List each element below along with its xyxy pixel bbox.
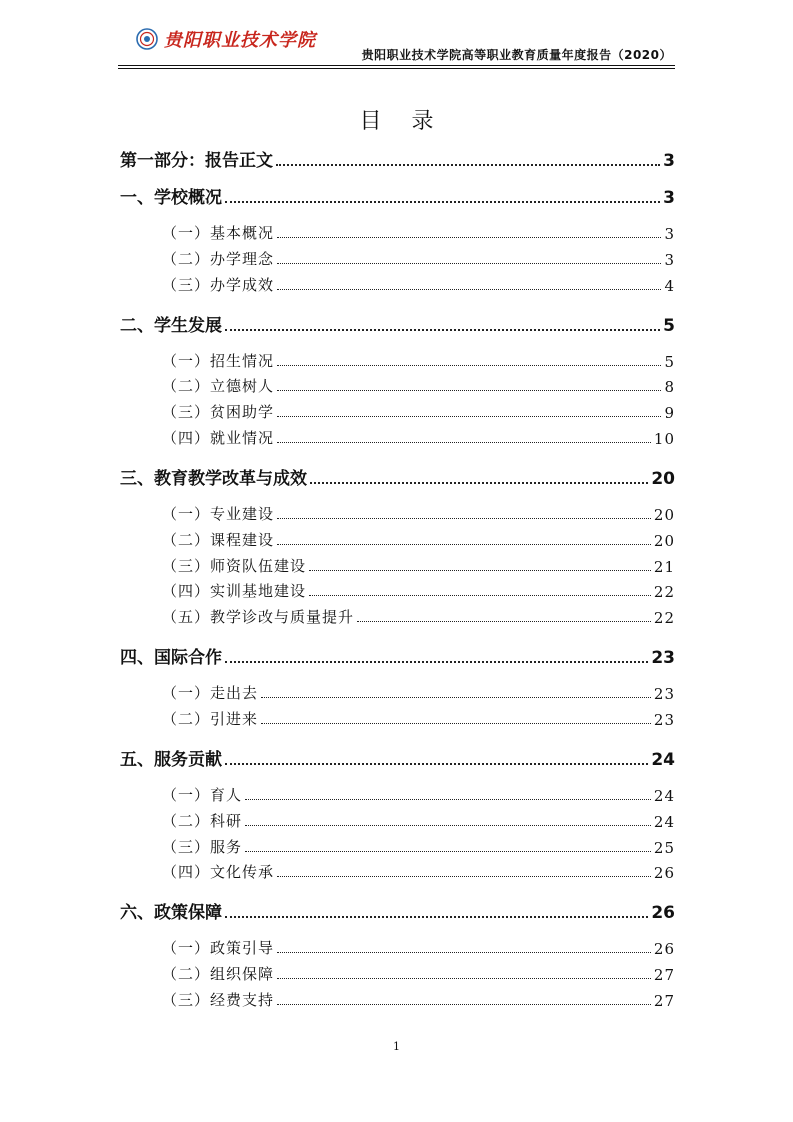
toc-entry-text: （二）科研	[162, 811, 243, 830]
toc-entry-page: 5	[664, 352, 675, 371]
toc-entry-page: 26	[653, 864, 675, 883]
toc-entry-text: 第一部分：报告正文	[120, 151, 273, 171]
dot-leader	[277, 365, 661, 366]
toc-title: 目录	[359, 109, 464, 134]
dot-leader	[309, 595, 651, 596]
school-seal-icon	[136, 28, 158, 50]
toc-entry[interactable]	[120, 861, 675, 882]
toc-entry-text: （三）贫困助学	[162, 403, 275, 422]
dot-leader	[225, 329, 660, 331]
toc-entry-page: 3	[664, 250, 675, 269]
toc-entry[interactable]	[120, 555, 675, 576]
toc-entry[interactable]	[120, 784, 675, 805]
dot-leader	[245, 799, 651, 800]
toc-entry-page: 3	[663, 151, 675, 171]
dot-leader	[277, 416, 661, 417]
toc-entry[interactable]	[120, 682, 675, 703]
dot-leader	[277, 442, 651, 443]
dot-leader	[310, 482, 648, 484]
dot-leader	[277, 390, 661, 391]
toc-entry-text: 四、国际合作	[120, 648, 222, 669]
dot-leader	[277, 518, 651, 519]
toc-entry-text: 五、服务贡献	[120, 750, 222, 770]
header-rule	[118, 65, 675, 66]
toc-entry-page: 27	[653, 992, 675, 1010]
toc-entry[interactable]	[120, 274, 675, 295]
toc-entry-text: （三）经费支持	[162, 991, 275, 1009]
toc-entry-page: 3	[663, 188, 675, 208]
dot-leader	[276, 164, 660, 166]
toc-entry-text: （四）就业情况	[162, 429, 275, 447]
toc-entry-text: （一）专业建设	[162, 505, 275, 523]
toc-entry-page: 25	[653, 838, 675, 857]
toc-entry-page: 23	[653, 685, 675, 704]
dot-leader	[245, 851, 651, 852]
toc-entry[interactable]	[120, 643, 675, 668]
toc-entry[interactable]	[120, 708, 675, 729]
school-logo	[136, 24, 316, 54]
toc-entry-text: （二）立德树人	[162, 377, 275, 396]
toc-entry-page: 22	[653, 609, 675, 628]
toc-entry-page: 10	[653, 430, 675, 448]
toc-entry-text: 六、政策保障	[120, 903, 222, 924]
toc-entry[interactable]	[120, 989, 675, 1010]
dot-leader	[261, 723, 651, 724]
dot-leader	[277, 952, 651, 953]
toc-entry-text: （一）招生情况	[162, 351, 275, 370]
toc-entry-text: 三、教育教学改革与成效	[120, 469, 307, 489]
toc-entry[interactable]	[120, 606, 675, 627]
dot-leader	[277, 263, 661, 264]
dot-leader	[277, 544, 651, 545]
toc-entry[interactable]	[120, 963, 675, 984]
toc-entry-page: 20	[653, 531, 675, 550]
toc-entry[interactable]	[120, 580, 675, 601]
toc-entry[interactable]	[120, 222, 675, 243]
dot-leader	[277, 978, 651, 979]
toc-entry[interactable]	[120, 401, 675, 422]
toc-entry[interactable]	[120, 503, 675, 524]
toc-entry-page: 26	[653, 940, 675, 959]
toc-entry-page: 27	[653, 966, 675, 985]
toc-entry-page: 22	[653, 583, 675, 602]
toc-entry[interactable]	[120, 146, 675, 171]
toc-entry[interactable]	[120, 529, 675, 550]
dot-leader	[225, 763, 648, 765]
toc-entry-page: 24	[651, 750, 675, 770]
toc-entry-page: 8	[664, 378, 675, 397]
toc-entry-text: 一、学校概况	[120, 188, 222, 208]
toc-entry-page: 26	[651, 903, 675, 924]
toc-entry-text: （四）实训基地建设	[162, 582, 307, 601]
toc-entry-page: 9	[664, 404, 675, 423]
toc-entry-text: （二）办学理念	[162, 249, 275, 268]
dot-leader	[245, 825, 651, 826]
toc-entry[interactable]	[120, 427, 675, 448]
toc-entry[interactable]	[120, 183, 675, 208]
toc-entry-text: （三）服务	[162, 837, 243, 856]
toc-entry[interactable]	[120, 745, 675, 770]
toc-entry[interactable]	[120, 375, 675, 396]
dot-leader	[277, 1004, 651, 1005]
dot-leader	[225, 201, 660, 203]
toc-entry-text: （三）办学成效	[162, 275, 275, 294]
dot-leader	[277, 876, 651, 877]
page-number: 1	[393, 1040, 400, 1053]
toc-entry-page: 5	[663, 315, 675, 336]
toc-entry-page: 24	[653, 812, 675, 831]
dot-leader	[225, 916, 648, 918]
toc-entry[interactable]	[120, 836, 675, 857]
toc-entry[interactable]	[120, 248, 675, 269]
toc-entry[interactable]	[120, 810, 675, 831]
toc-entry-page: 21	[653, 557, 675, 576]
toc-entry[interactable]	[120, 350, 675, 371]
dot-leader	[277, 289, 661, 290]
toc-entry-text: （二）课程建设	[162, 530, 275, 549]
toc-entry-text: （一）育人	[162, 786, 243, 804]
dot-leader	[261, 697, 651, 698]
toc-entry-page: 20	[653, 506, 675, 524]
toc-entry-text: （一）基本概况	[162, 224, 275, 242]
toc-entry-page: 3	[664, 225, 675, 243]
toc-entry[interactable]	[120, 937, 675, 958]
toc-entry-page: 20	[651, 469, 675, 489]
toc-entry[interactable]	[120, 898, 675, 923]
toc-entry-page: 23	[651, 648, 675, 669]
report-header-title: 贵阳职业技术学院高等职业教育质量年度报告（2020）	[361, 48, 672, 62]
toc-entry-text: （二）组织保障	[162, 965, 275, 984]
toc-entry[interactable]	[120, 464, 675, 489]
toc-entry-text: （一）走出去	[162, 684, 259, 703]
toc-entry-text: （三）师资队伍建设	[162, 556, 307, 575]
toc-entry-text: （五）教学诊改与质量提升	[162, 608, 355, 627]
toc-entry[interactable]	[120, 311, 675, 336]
toc-entry-page: 4	[664, 276, 675, 295]
dot-leader	[357, 621, 651, 622]
toc-entry-page: 24	[653, 787, 675, 805]
dot-leader	[277, 237, 661, 238]
dot-leader	[225, 661, 648, 663]
toc-entry-page: 23	[653, 711, 675, 729]
header-rule-thin	[118, 68, 675, 69]
toc-entry-text: 二、学生发展	[120, 315, 222, 336]
toc-entry-text: （一）政策引导	[162, 939, 275, 958]
toc-entry-text: （四）文化传承	[162, 863, 275, 882]
logo-text: 贵阳职业技术学院	[164, 30, 316, 51]
toc-entry-text: （二）引进来	[162, 710, 259, 728]
dot-leader	[309, 570, 651, 571]
